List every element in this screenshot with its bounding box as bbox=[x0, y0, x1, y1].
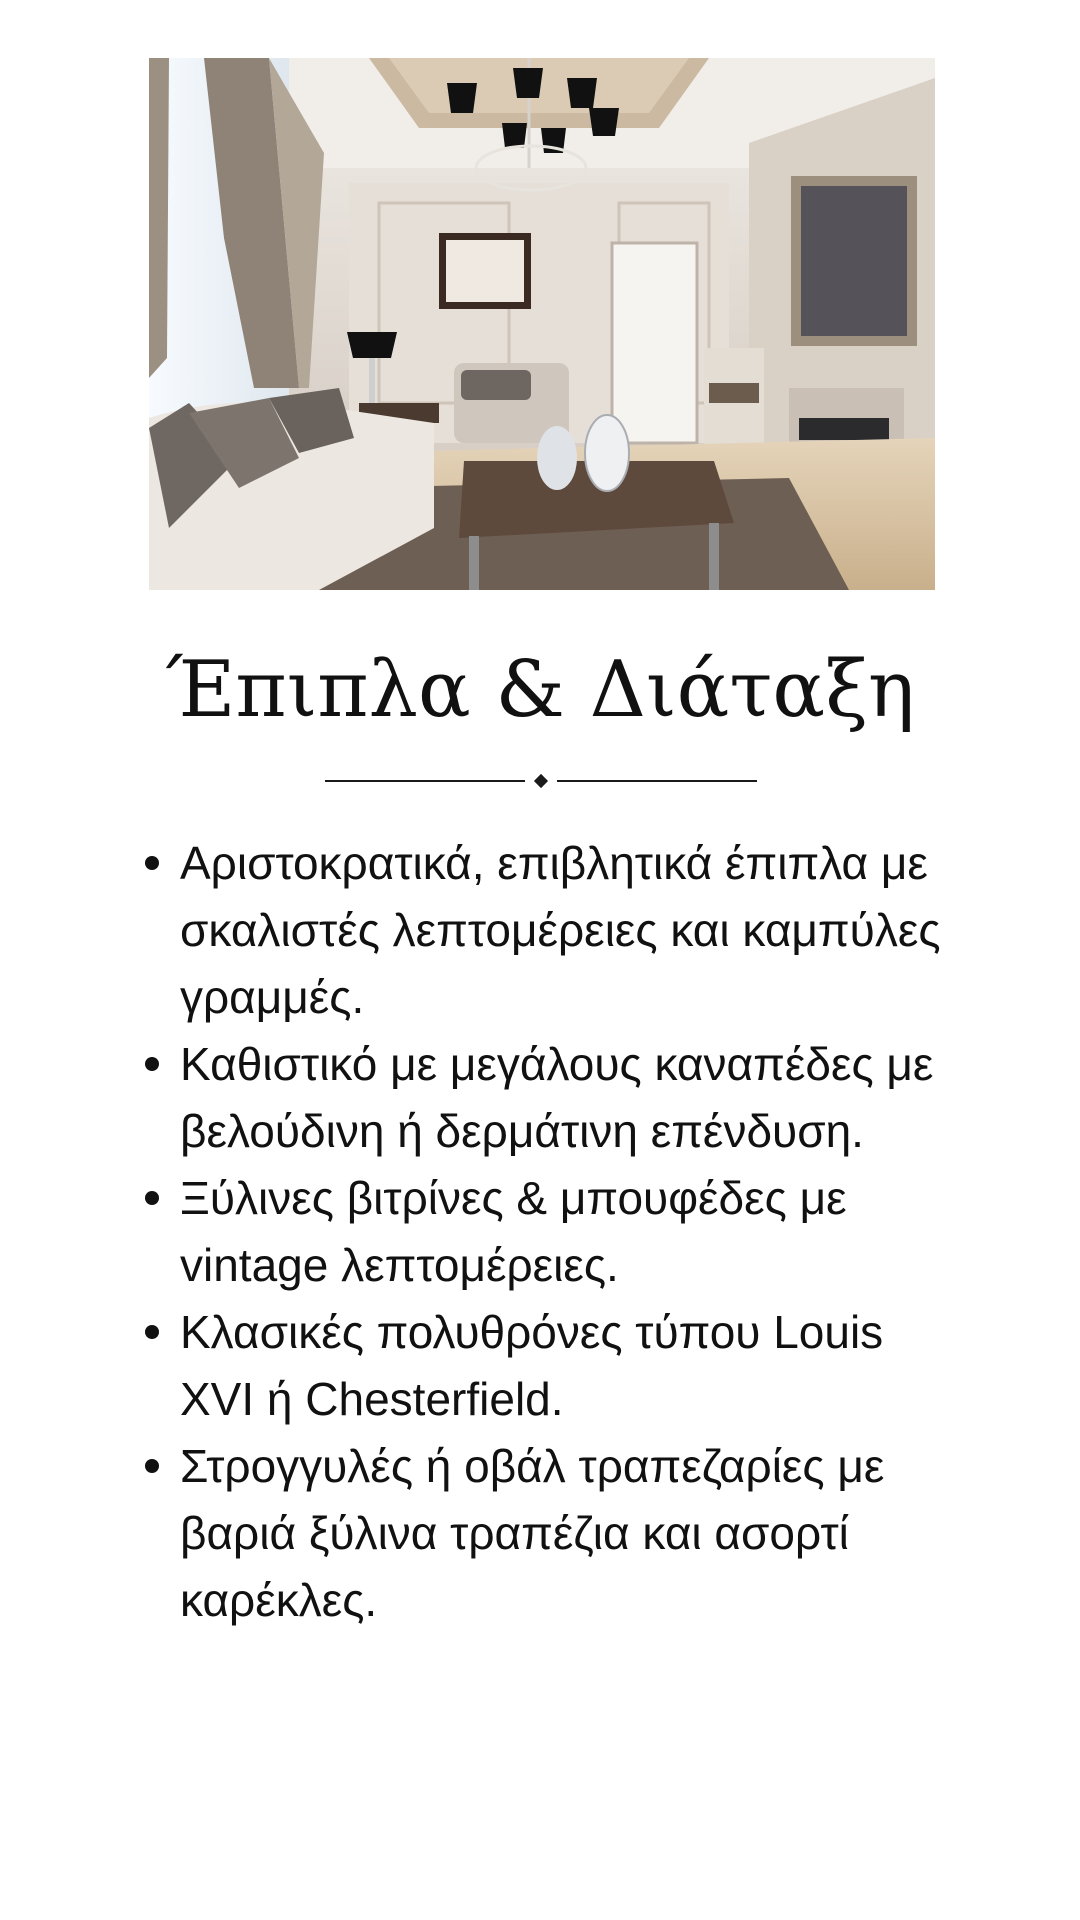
list-item-text: Στρογγυλές ή οβάλ τραπεζαρίες με βαριά ξύλινα τραπέζια και ασορτί καρέκλες. bbox=[180, 1440, 885, 1626]
bullet-icon bbox=[145, 1191, 159, 1205]
living-room-photo bbox=[149, 58, 935, 590]
bullet-icon bbox=[145, 1459, 159, 1473]
living-room-illustration bbox=[149, 58, 935, 590]
list-item-text: Αριστοκρατικά, επιβλητικά έπιπλα με σκαλιστές λεπτομέρειες και καμπύλες γραμμές. bbox=[180, 837, 941, 1023]
feature-list bbox=[180, 830, 970, 1634]
bullet-icon bbox=[145, 1325, 159, 1339]
bullet-icon bbox=[145, 856, 159, 870]
bullet-icon bbox=[145, 1057, 159, 1071]
diamond-icon bbox=[534, 774, 548, 788]
list-item-text: Κλασικές πολυθρόνες τύπου Louis XVI ή Chesterfield. bbox=[180, 1306, 884, 1425]
divider-line-right bbox=[557, 780, 757, 782]
list-item bbox=[180, 1165, 970, 1299]
page-title: Έπιπλα & Διάταξη bbox=[165, 645, 915, 735]
list-item bbox=[180, 1433, 970, 1634]
ornamental-divider bbox=[325, 770, 757, 792]
list-item-text: Καθιστικό με μεγάλους καναπέδες με βελούδινη ή δερμάτινη επένδυση. bbox=[180, 1038, 934, 1157]
list-item bbox=[180, 1031, 970, 1165]
list-item-text: Ξύλινες βιτρίνες & μπουφέδες με vintage λεπτομέρειες. bbox=[180, 1172, 847, 1291]
list-item bbox=[180, 830, 970, 1031]
divider-line-left bbox=[325, 780, 525, 782]
list-item bbox=[180, 1299, 970, 1433]
